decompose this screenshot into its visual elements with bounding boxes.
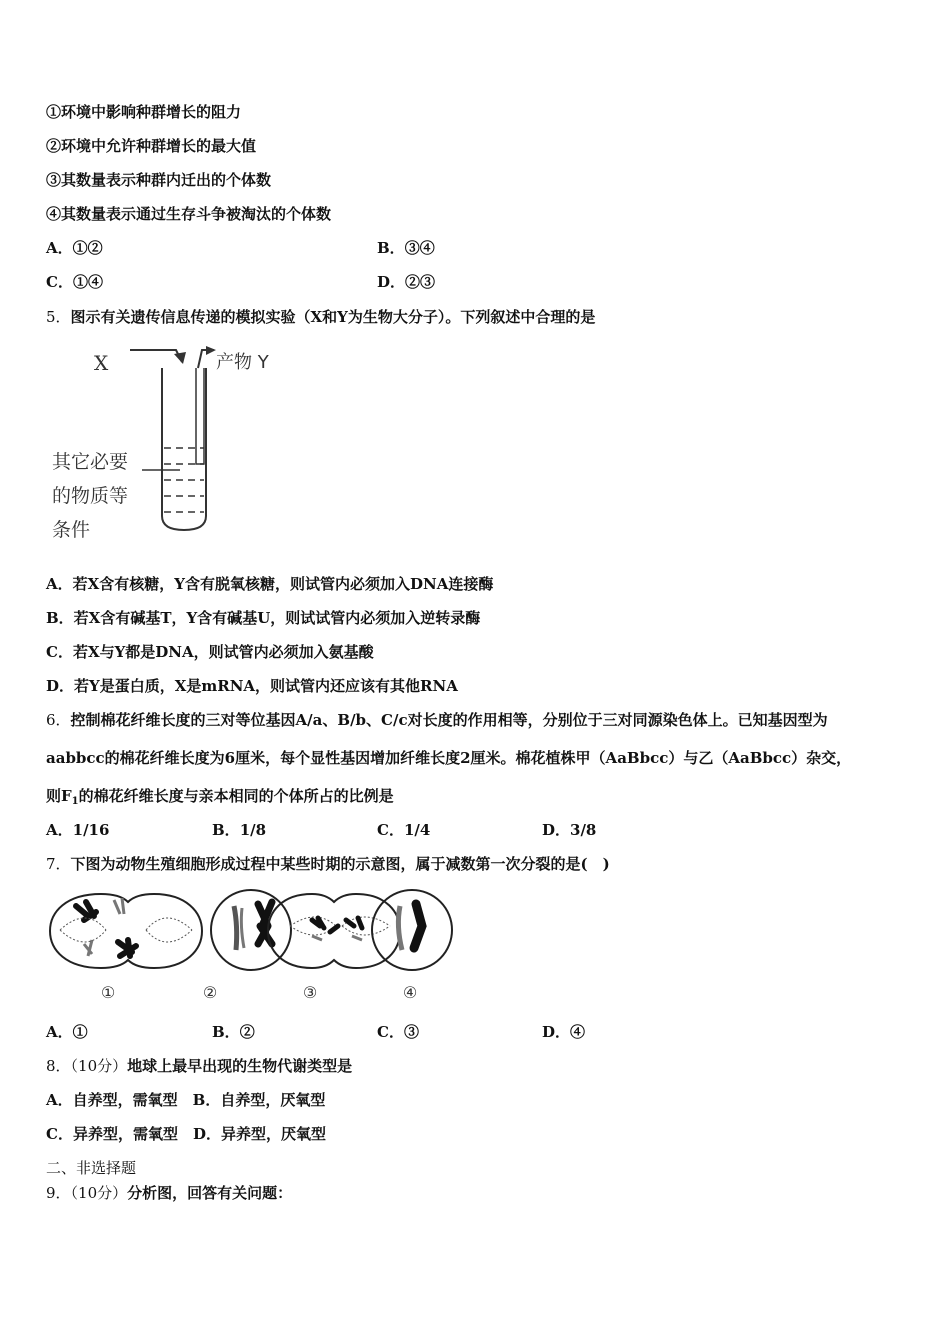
question-text: 控制棉花纤维长度的三对等位基因A/a、B/b、C/c对长度的作用相等，分别位于三对同源染色体上。已知基因型为 (70, 711, 828, 729)
option-label: D． (542, 821, 571, 839)
test-tube-figure (46, 338, 306, 548)
question-number: 6． (46, 711, 71, 729)
option-text: 1/4 (403, 821, 431, 839)
figure-side-label-2: 的物质等 (52, 485, 129, 507)
q7-option-d[interactable] (542, 1022, 585, 1042)
option-text: 1/16 (72, 821, 110, 839)
section-title: 二、非选择题 (46, 1159, 137, 1177)
question-number: 5． (46, 308, 71, 326)
option-label: D． (542, 1023, 571, 1041)
question-number: 8． (46, 1057, 71, 1075)
cell-label-1: ① (100, 983, 116, 1002)
q4-item-4: ④其数量表示通过生存斗争被淘汰的个体数 (46, 205, 332, 223)
figure-product-label: 产物 Y (216, 352, 269, 373)
figure-side-label-3: 条件 (52, 519, 91, 541)
option-label: A． (46, 1023, 73, 1041)
option-label: C． (377, 821, 404, 839)
question-score: （10分） (70, 1184, 128, 1202)
q7-stem (46, 854, 610, 874)
option-text: ① (72, 1023, 88, 1041)
option-label: B． (377, 239, 405, 257)
q5-option-a[interactable]: A．若X含有核糖，Y含有脱氧核糖，则试管内必须加入DNA连接酶 (46, 575, 494, 593)
q4-item-2: ②环境中允许种群增长的最大值 (46, 137, 257, 155)
cell-label-2: ② (202, 983, 218, 1002)
q4-option-c[interactable] (46, 272, 103, 292)
q7-option-b[interactable] (212, 1022, 255, 1042)
input-arrow (130, 350, 182, 362)
option-label: C． (46, 273, 73, 291)
q8-stem (46, 1056, 352, 1076)
question-text: 图示有关遗传信息传递的模拟实验（X和Y为生物大分子）。下列叙述中合理的是 (70, 308, 596, 326)
cell-label-3: ③ (302, 983, 318, 1002)
option-text: 1/8 (239, 821, 267, 839)
q8-options-row-1[interactable]: A．自养型，需氧型 B．自养型，厌氧型 (46, 1091, 326, 1109)
option-text: ② (239, 1023, 255, 1041)
question-text: 地球上最早出现的生物代谢类型是 (127, 1057, 353, 1075)
input-arrowhead (174, 352, 186, 364)
option-label: B． (212, 821, 240, 839)
output-arrowhead (206, 346, 216, 355)
option-label: B． (212, 1023, 240, 1041)
figure-side-label-1: 其它必要 (52, 451, 129, 473)
cell-label-4: ④ (402, 983, 418, 1002)
cell-1 (50, 894, 202, 968)
q5-option-b[interactable]: B．若X含有碱基T，Y含有碱基U，则试试管内必须加入逆转录酶 (46, 609, 481, 627)
q4-item-1: ①环境中影响种群增长的阻力 (46, 103, 242, 121)
question-score: （10分） (70, 1057, 128, 1075)
q7-option-c[interactable] (377, 1022, 419, 1042)
q6-option-c[interactable] (377, 820, 430, 840)
option-text: 3/8 (570, 821, 597, 839)
q4-item-3: ③其数量表示种群内迁出的个体数 (46, 171, 272, 189)
question-number: 9． (46, 1184, 71, 1202)
q7-option-a[interactable] (46, 1022, 88, 1042)
cell-division-figure (46, 886, 466, 1006)
q6-stem-line-1 (46, 710, 828, 730)
q9-stem (46, 1183, 292, 1203)
q6-option-d[interactable] (542, 820, 596, 840)
q5-option-d[interactable]: D．若Y是蛋白质，X是mRNA，则试管内还应该有其他RNA (46, 677, 458, 695)
option-label: D． (377, 273, 406, 291)
option-text: ④ (570, 1023, 586, 1041)
q6-option-b[interactable] (212, 820, 266, 840)
q6-stem-line-3 (46, 786, 394, 812)
question-text: 下图为动物生殖细胞形成过程中某些时期的示意图，属于减数第一次分裂的是( ) (70, 855, 610, 873)
q4-option-a[interactable] (46, 238, 103, 258)
q5-stem (46, 307, 595, 327)
q6-stem-line-2: aabbcc的棉花纤维长度为6厘米，每个显性基因增加纤维长度2厘米。棉花植株甲（AaBbcc）与乙（AaBbcc）杂交， (46, 749, 852, 767)
question-text: 分析图，回答有关问题： (127, 1184, 293, 1202)
subscript: 1 (71, 796, 79, 807)
option-text: ①④ (72, 273, 103, 291)
q4-option-d[interactable] (377, 272, 435, 292)
option-text: ①② (72, 239, 103, 257)
option-label: A． (46, 821, 73, 839)
q5-option-c[interactable]: C．若X与Y都是DNA，则试管内必须加入氨基酸 (46, 643, 374, 661)
text-part: 则F (46, 787, 72, 805)
option-text: ③ (403, 1023, 419, 1041)
question-number: 7． (46, 855, 71, 873)
test-tube (162, 368, 206, 530)
option-text: ②③ (405, 273, 436, 291)
option-label: A． (46, 239, 73, 257)
q8-options-row-2[interactable]: C．异养型，需氧型 D．异养型，厌氧型 (46, 1125, 326, 1143)
inner-tube (196, 368, 204, 464)
q6-option-a[interactable] (46, 820, 109, 840)
text-part: 的棉花纤维长度与亲本相同的个体所占的比例是 (78, 787, 394, 805)
liquid-level (164, 448, 204, 512)
q4-option-b[interactable] (377, 238, 435, 258)
option-label: C． (377, 1023, 404, 1041)
figure-x-label: X (94, 351, 109, 375)
option-text: ③④ (404, 239, 435, 257)
